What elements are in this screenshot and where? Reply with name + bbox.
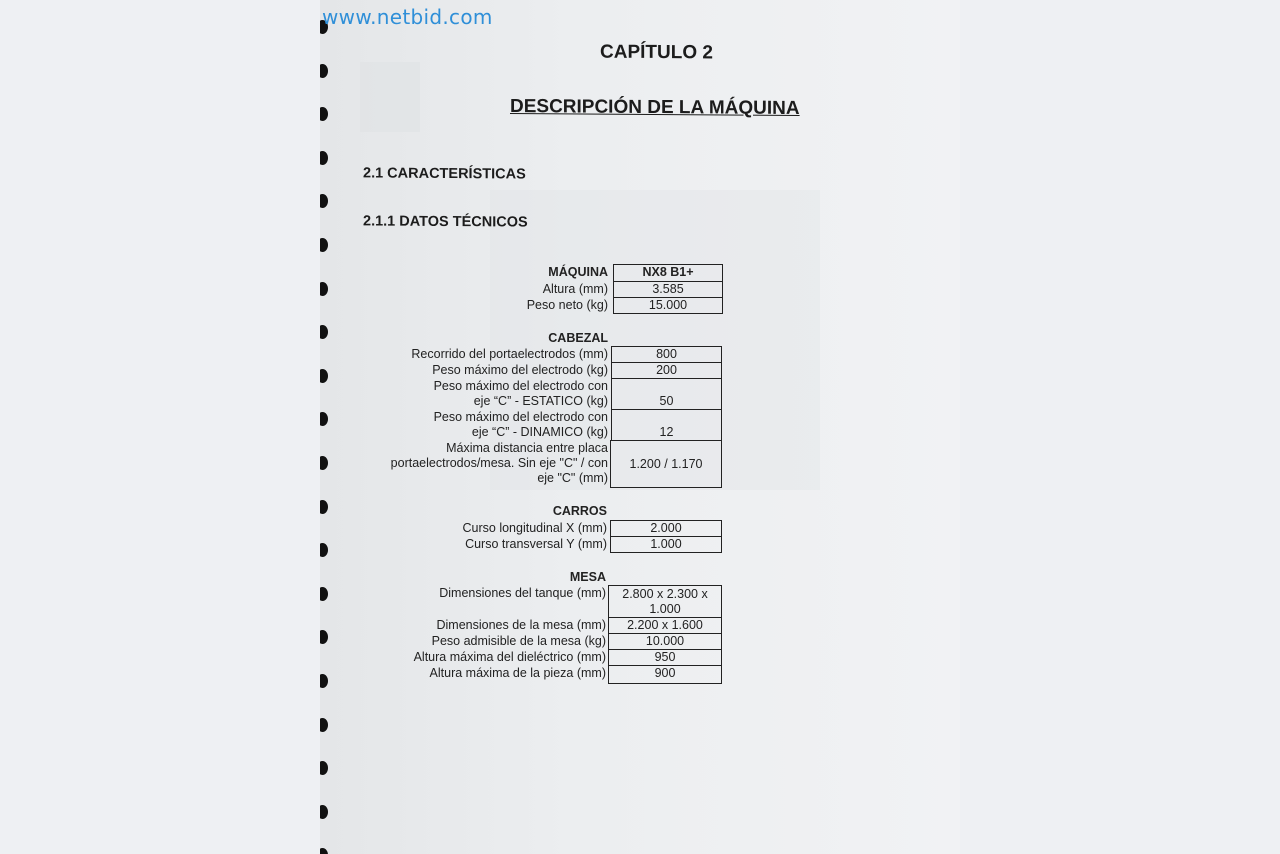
binding-ring (320, 412, 328, 426)
cabezal-row-label: Recorrido del portaelectrodos (mm) (411, 347, 608, 361)
mesa-row-label: Peso admisible de la mesa (kg) (431, 634, 606, 648)
cabezal-header: CABEZAL (548, 331, 608, 345)
carros-header: CARROS (552, 504, 607, 518)
chapter-heading: CAPÍTULO 2 (600, 41, 713, 64)
binding-ring (320, 194, 328, 208)
maquina-header: MÁQUINA (548, 265, 608, 279)
mesa-row-value: 2.800 x 2.300 x 1.000 (608, 585, 722, 618)
binding-ring (320, 107, 328, 121)
watermark-link[interactable]: www.netbid.com (322, 5, 493, 29)
mesa-row-label: Altura máxima de la pieza (mm) (429, 666, 606, 680)
mesa-row-value: 950 (608, 649, 722, 666)
binding-ring (320, 238, 328, 252)
mesa-row-value: 900 (608, 665, 722, 684)
page-title: DESCRIPCIÓN DE LA MÁQUINA (510, 95, 800, 120)
binding-ring (320, 718, 328, 732)
section-heading: 2.1 CARACTERÍSTICAS (363, 165, 526, 183)
cabezal-row-label: Peso máximo del electrodo (kg) (432, 363, 608, 377)
binding-ring (320, 282, 328, 296)
cabezal-row-value: 50 (611, 378, 722, 410)
cabezal-row-value: 200 (611, 362, 722, 379)
mesa-row-label: Dimensiones del tanque (mm) (439, 586, 606, 600)
maquina-model-cell: NX8 B1+ (613, 264, 723, 282)
cabezal-row-label: Peso máximo del electrodo con eje “C” - DINAMICO (kg) (433, 410, 608, 439)
binding-ring (320, 151, 328, 165)
document-photo (320, 0, 960, 854)
cabezal-row-value: 800 (611, 346, 722, 363)
binding-ring (320, 630, 328, 644)
maquina-row-label: Altura (mm) (542, 282, 608, 296)
show-through-shape (360, 62, 420, 132)
carros-row-value: 1.000 (610, 536, 722, 553)
maquina-row-value: 15.000 (613, 297, 723, 314)
binding-ring (320, 369, 328, 383)
binding-ring (320, 456, 328, 470)
binding-ring (320, 674, 328, 688)
carros-row-label: Curso longitudinal X (mm) (462, 521, 607, 535)
binding-ring (320, 761, 328, 775)
cabezal-row-value: 1.200 / 1.170 (610, 440, 722, 488)
mesa-row-value: 10.000 (608, 633, 722, 650)
mesa-row-label: Dimensiones de la mesa (mm) (436, 618, 606, 632)
cabezal-row-value: 12 (611, 409, 722, 441)
subsection-heading: 2.1.1 DATOS TÉCNICOS (363, 213, 528, 231)
cabezal-row-label: Máxima distancia entre placa portaelectrodos/mesa. Sin eje "C" / con eje "C" (mm) (390, 441, 608, 485)
mesa-row-label: Altura máxima del dieléctrico (mm) (413, 650, 606, 664)
binding-ring (320, 848, 328, 854)
maquina-row-value: 3.585 (613, 281, 723, 298)
binding-ring (320, 500, 328, 514)
binding-ring (320, 325, 328, 339)
maquina-row-label: Peso neto (kg) (526, 298, 608, 312)
carros-row-label: Curso transversal Y (mm) (465, 537, 607, 551)
binding-ring (320, 587, 328, 601)
binding-ring (320, 64, 328, 78)
cabezal-row-label: Peso máximo del electrodo con eje “C” - ESTATICO (kg) (433, 379, 608, 408)
binding-ring (320, 543, 328, 557)
carros-row-value: 2.000 (610, 520, 722, 537)
binding-ring (320, 805, 328, 819)
mesa-header: MESA (569, 570, 606, 584)
mesa-row-value: 2.200 x 1.600 (608, 617, 722, 634)
